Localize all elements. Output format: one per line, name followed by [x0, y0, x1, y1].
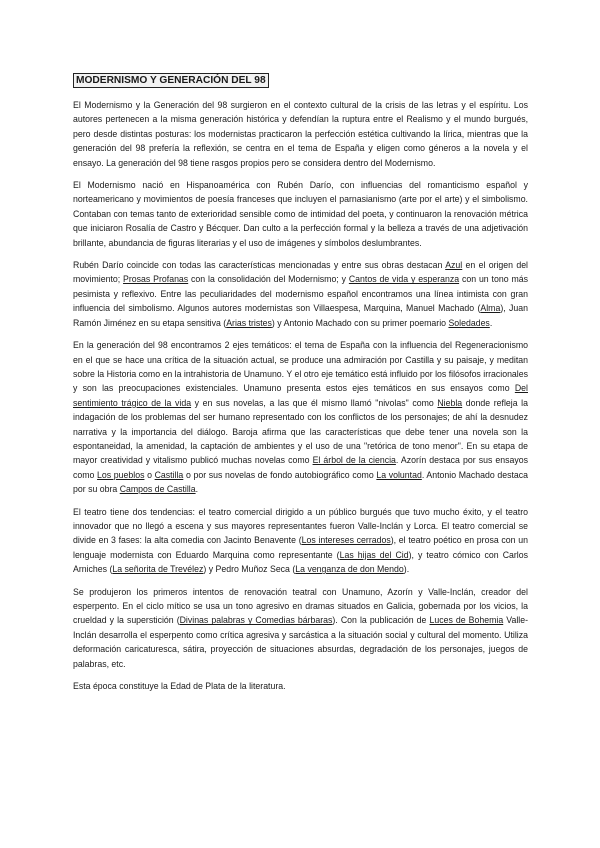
work-title: Cantos de vida y esperanza: [348, 274, 460, 285]
work-title: Campos de Castilla: [119, 484, 196, 495]
work-title: Azul: [445, 260, 463, 271]
work-title: El árbol de la ciencia: [312, 455, 396, 466]
work-title: La señorita de Trevélez: [112, 564, 204, 575]
text-run: Valle-Inclán desarrolla el esperpento como crítica agresiva y sarcástica a la situación social y cultural del momento. Utiliza deformación caricaturesca, sátira, proyección de situaciones absurdas, degradación de los personajes, juegos de palabras, etc.: [73, 615, 529, 669]
work-title: Prosas Profanas: [123, 274, 189, 285]
text-run: ) y Pedro Muñoz Seca (: [203, 564, 296, 575]
text-run: ). Con la publicación de: [332, 615, 430, 626]
document-body: [73, 98, 528, 693]
work-title: Soledades: [448, 317, 490, 328]
work-title: Las hijas del Cid: [339, 549, 409, 560]
paragraph: [73, 258, 528, 330]
paragraph: [73, 505, 528, 577]
text-run: y en sus novelas, a las que él mismo llamó "nivolas" como: [191, 397, 438, 408]
work-title: Los pueblos: [97, 469, 145, 480]
paragraph: [73, 585, 528, 671]
text-run: El Modernismo y la Generación del 98 surgieron en el contexto cultural de la crisis de las letras y el espíritu. Los autores pertenecen a la misma generación histórica y defendían la ruptura entre el Realismo y el mundo burgués, pero desde distintas posturas: los modernistas practicaron la perfección estética cultivando la lírica, mientras que la generación del 98 prefería la reflexión, se centra en el tema de España y eligen como géneros a la novela y el ensayo. La generación del 98 tiene rasgos propios pero se considera dentro del Modernismo.: [73, 100, 528, 168]
work-title: Alma: [480, 303, 501, 314]
text-run: Rubén Darío coincide con todas las características mencionadas y entre sus obras destacan: [73, 260, 446, 271]
work-title: Divinas palabras y Comedias bárbaras: [179, 615, 333, 626]
text-run: Esta época constituye la Edad de Plata de la literatura.: [73, 681, 286, 692]
paragraph: [73, 679, 528, 693]
work-title: La venganza de don Mendo: [295, 564, 404, 575]
document-title: MODERNISMO Y GENERACIÓN DEL 98: [73, 73, 269, 88]
text-run: ) y Antonio Machado con su primer poemario: [271, 317, 449, 328]
text-run: ), Juan Ramón Jiménez en su etapa sensitiva (: [73, 303, 529, 328]
work-title: Castilla: [154, 469, 184, 480]
text-run: El teatro tiene dos tendencias: el teatro comercial dirigido a un público burgués que tuvo mucho éxito, y el teatro innovador que no llegó a escena y sus mayores representantes fueron Valle-Inclán y Lorca. El teatro comercial se divide en 3 fases: la alta comedia con Jacinto Benavente (: [73, 506, 528, 546]
text-run: . Azorín destaca por sus ensayos como: [73, 455, 528, 480]
paragraph: [73, 338, 528, 496]
paragraph: [73, 98, 528, 170]
work-title: La voluntad: [376, 469, 422, 480]
text-run: Se produjeron los primeros intentos de renovación teatral con Unamuno, Azorín y Valle-Inclán, creador del esperpento. En el ciclo mítico se usa un tono agresivo en dramas situados en Galicia, gobernada por los vicios, la crueldad y la superstición (: [73, 586, 528, 626]
work-title: Arias tristes: [226, 317, 272, 328]
text-run: ), y teatro cómico con Carlos Arniches (: [73, 549, 528, 575]
work-title: Del sentimiento trágico de la vida: [73, 383, 528, 408]
text-run: El Modernismo nació en Hispanoamérica con Rubén Darío, con influencias del romanticismo español y norteamericano y movimientos de poesía franceses que incluyen el parnasianismo (arte por el arte) y el simbolismo. Contaban con temas tanto de exterioridad sensible como de intimidad del poeta, y continuaron la renovación métrica que iniciaron Rosalía de Castro y Bécquer. Dan culto a la perfección formal y la belleza a través de una adjetivación brillante, abundancia de figuras literarias y el uso de imágenes y símbolos deslumbrantes.: [73, 180, 528, 248]
text-run: o: [144, 469, 155, 480]
text-run: . Antonio Machado destaca por su obra: [73, 469, 529, 495]
text-run: ), el teatro poético en prosa con un lenguaje modernista con Eduardo Marquina como representante (: [73, 535, 528, 560]
paragraph: [73, 178, 528, 250]
work-title: Los intereses cerrados: [301, 535, 391, 546]
text-run: .: [195, 484, 199, 495]
text-run: en el origen del movimiento;: [73, 260, 528, 285]
text-run: con la consolidación del Modernismo; y: [188, 274, 349, 285]
text-run: ).: [403, 564, 410, 575]
text-run: .: [489, 317, 493, 328]
work-title: Luces de Bohemia: [429, 615, 504, 626]
text-run: o por sus novelas de fondo autobiográfico como: [183, 469, 377, 480]
text-run: con un tono más pesimista y reflexivo. Entre las peculiaridades del modernismo español encontramos una línea intimista con gran influencia del simbolismo. Algunos autores modernistas son Villaespesa, Marquina, Manuel Machado (: [73, 274, 528, 314]
text-run: En la generación del 98 encontramos 2 ejes temáticos: el tema de España con la influencia del Regeneracionismo en el que se hace una crítica de la situación actual, se produce una admiración por Castilla y su paisaje, y meditan sobre la Historia como en la intrahistoria de Unamuno. Y el otro eje temático está influido por los filósofos irracionales y son las preocupaciones existenciales. Unamuno presenta estos ejes temáticos en sus ensayos como: [73, 340, 528, 394]
text-run: donde refleja la indagación de los problemas del ser humano representado con los conflictos de los personajes; de ahí la desnudez narrativa y la importancia del diálogo. Baroja afirma que las características que debe tener una novela son la espontaneidad, la amenidad, la captación de ambientes y el uso de una "retórica de tono menor". En su etapa de mayor creatividad y vitalismo publicó muchas novelas como: [73, 397, 528, 466]
work-title: Niebla: [437, 397, 463, 408]
